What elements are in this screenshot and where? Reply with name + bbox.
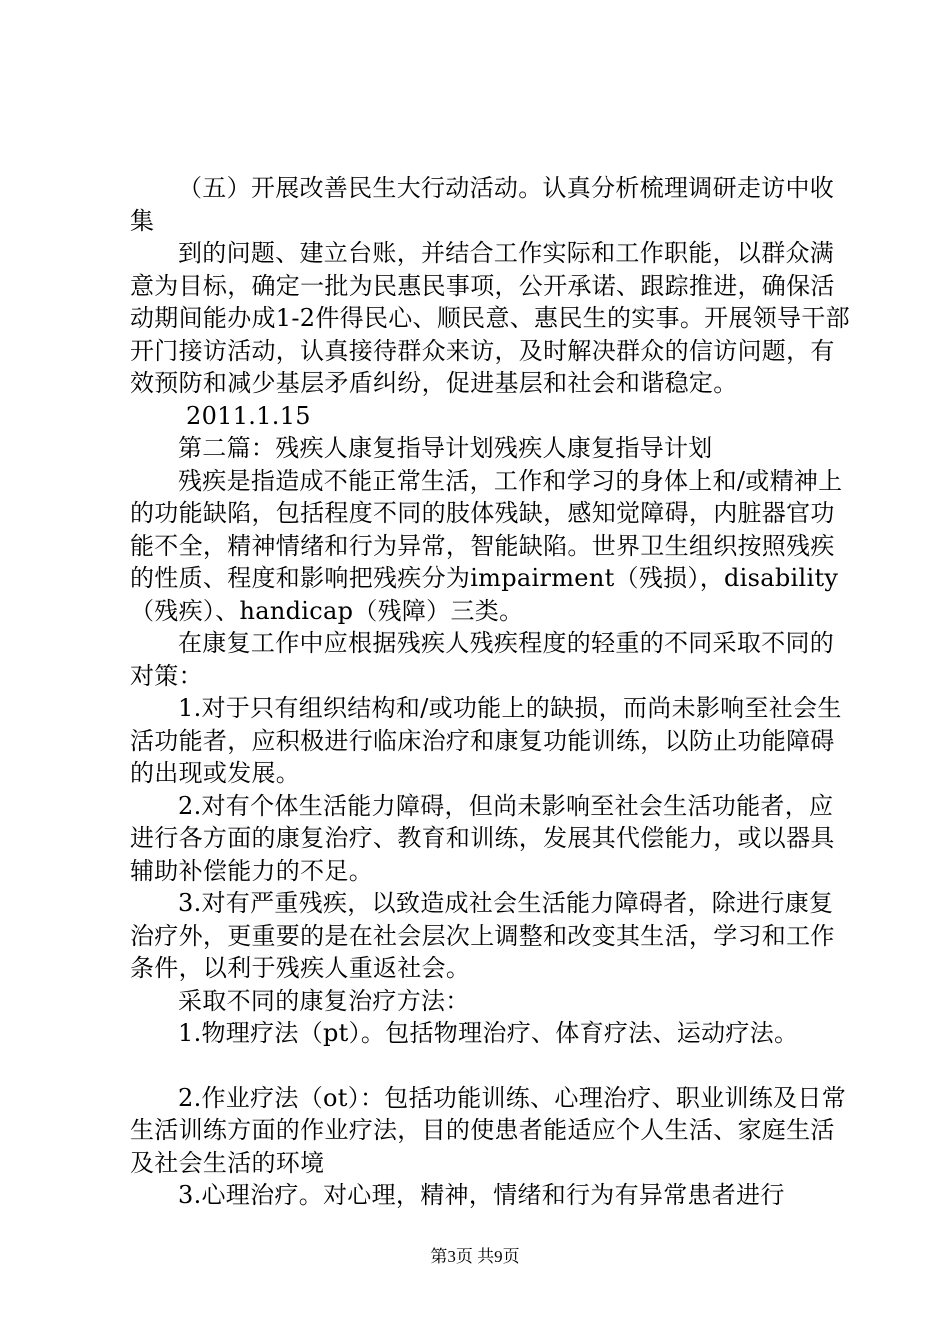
paragraph-section-five-heading: （五）开展改善民生大行动活动。认真分析梳理调研走访中收集 xyxy=(130,174,835,235)
paragraph-section-five-body: 到的问题、建立台账，并结合工作实际和工作职能，以群众满意为目标，确定一批为民惠民事项，公开承诺、跟踪推进，确保活动期间能办成1-2件得民心、顺民意、惠民生的实事。开展领导干部开门接访活动，认真接待群众来访，及时解决群众的信访问题，有效预防和减少基层矛盾纠纷，促进基层和社会和谐稳定。 xyxy=(130,239,850,397)
page-number-footer: 第3页 共9页 xyxy=(430,1247,520,1266)
chapter-title: 第二篇：残疾人康复指导计划残疾人康复指导计划 xyxy=(178,434,713,462)
paragraph-methods-intro: 采取不同的康复治疗方法： xyxy=(178,986,470,1015)
document-body xyxy=(130,172,850,1212)
list-item-countermeasure-1: 1.对于只有组织结构和/或功能上的缺损，而尚未影响至社会生活功能者，应积极进行临床治疗和康复功能训练，以防止功能障碍的出现或发展。 xyxy=(130,694,842,787)
paragraph-disability-definition: 残疾是指造成不能正常生活，工作和学习的身体上和/或精神上的功能缺陷，包括程度不同的肢体残缺，感知觉障碍，内脏器官功能不全，精神情绪和行为异常，智能缺陷。世界卫生组织按照残疾的性质、程度和影响把残疾分为impairment（残损），disability（残疾）、handicap（残障）三类。 xyxy=(130,466,843,625)
list-item-method-1: 1.物理疗法（pt）。包括物理治疗、体育疗法、运动疗法。 xyxy=(178,1019,799,1047)
list-item-countermeasure-2: 2.对有个体生活能力障碍，但尚未影响至社会生活功能者，应进行各方面的康复治疗、教育和训练，发展其代偿能力，或以器具辅助补偿能力的不足。 xyxy=(130,791,835,885)
paragraph-countermeasures-intro: 在康复工作中应根据残疾人残疾程度的轻重的不同采取不同的对策： xyxy=(130,629,835,690)
list-item-method-3: 3.心理治疗。对心理，精神，情绪和行为有异常患者进行 xyxy=(178,1181,785,1209)
list-item-countermeasure-3: 3.对有严重残疾，以致造成社会生活能力障碍者，除进行康复治疗外，更重要的是在社会层次上调整和改变其生活，学习和工作条件，以利于残疾人重返社会。 xyxy=(130,889,835,982)
blank-line xyxy=(130,1050,850,1082)
list-item-method-2: 2.作业疗法（ot）：包括功能训练、心理治疗、职业训练及日常生活训练方面的作业疗法，目的使患者能适应个人生活、家庭生活及社会生活的环境 xyxy=(130,1083,846,1177)
date-line: 2011.1.15 xyxy=(186,401,311,430)
